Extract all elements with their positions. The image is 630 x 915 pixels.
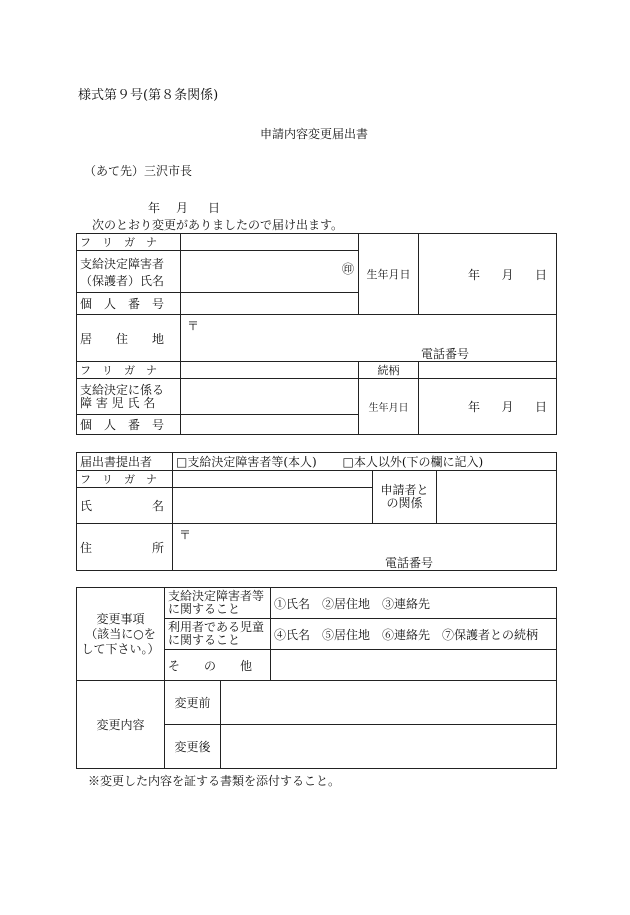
change-contents-label: 変更内容	[77, 681, 165, 769]
birth-date-label: 生年月日	[359, 234, 419, 315]
applicant-name-l2: （保護者）氏名	[80, 273, 165, 288]
option-self[interactable]: □支給決定障害者等(本人)	[176, 455, 317, 469]
child-name-l2: 障 害 児 氏 名	[80, 395, 156, 410]
relation-to-applicant-field[interactable]	[437, 471, 557, 524]
child-name-l1: 支給決定に係る	[80, 382, 165, 397]
relation-l1: 申請者と	[380, 483, 429, 497]
submitter-name-label: 氏 名	[77, 488, 173, 524]
category-child	[165, 619, 271, 650]
relation-to-applicant-label	[373, 471, 437, 524]
furigana-label: フ リ ガ ナ	[77, 234, 181, 251]
birth-day-label: 日	[534, 267, 547, 282]
applicant-name-field[interactable]	[181, 251, 359, 293]
birth-year-label-2: 年	[468, 400, 481, 414]
change-items-l3: して下さい。）	[81, 641, 160, 656]
submitter-furigana-field[interactable]	[173, 471, 373, 488]
submitter-address-label: 住 所	[77, 524, 173, 571]
after-label: 変更後	[165, 725, 221, 769]
child-name-field[interactable]	[181, 379, 359, 415]
form-title: 申請内容変更届出書	[260, 127, 369, 141]
category-applicant-l2: に関すること	[168, 602, 241, 616]
category-child-l2: に関すること	[168, 633, 241, 647]
furigana-field-2[interactable]	[181, 362, 359, 379]
furigana-label-2: フ リ ガ ナ	[77, 362, 181, 379]
submitter-furigana-label: フ リ ガ ナ	[77, 471, 173, 488]
submitter-name-field[interactable]	[173, 488, 373, 524]
after-field[interactable]	[221, 725, 557, 769]
change-table	[76, 587, 557, 769]
seal-mark: ㊞	[341, 262, 354, 276]
before-field[interactable]	[221, 681, 557, 725]
addressee: （あて先）三沢市長	[84, 164, 193, 178]
child-name-label	[77, 379, 181, 415]
change-items-label	[77, 588, 165, 681]
relation-l2: の関係	[386, 496, 423, 510]
footer-note: ※変更した内容を証する書類を添付すること。	[88, 774, 341, 788]
date-year-label: 年	[148, 201, 161, 215]
submitter-address-field[interactable]	[173, 524, 557, 571]
category-child-options[interactable]: ④氏名 ⑤居住地 ⑥連絡先 ⑦保護者との続柄	[271, 619, 557, 650]
phone-label: 電話番号	[421, 347, 470, 361]
personal-number-label-2: 個 人 番 号	[77, 415, 181, 435]
birth-year-label: 年	[468, 267, 481, 282]
applicant-name-label	[77, 251, 181, 293]
applicant-name-l1: 支給決定障害者	[80, 256, 165, 271]
residence-field[interactable]	[181, 315, 557, 362]
submitter-phone-label: 電話番号	[385, 556, 434, 570]
residence-label: 居 住 地	[77, 315, 181, 362]
change-items-l2: （該当に○を	[85, 626, 156, 641]
applicant-table	[76, 233, 557, 435]
submitter-table	[76, 452, 557, 571]
birth-date-label-2: 生年月日	[359, 379, 419, 435]
submitter-options	[173, 453, 557, 471]
relation-label: 続柄	[359, 362, 419, 379]
category-other-field[interactable]	[271, 650, 557, 681]
category-applicant-l1: 支給決定障害者等	[168, 589, 265, 603]
category-applicant-options[interactable]: ①氏名 ②居住地 ③連絡先	[271, 588, 557, 619]
birth-day-label-2: 日	[534, 400, 547, 414]
birth-date-field[interactable]	[419, 234, 557, 315]
form-number: 様式第９号(第８条関係)	[78, 88, 219, 103]
relation-field[interactable]	[419, 362, 557, 379]
personal-number-field-2[interactable]	[181, 415, 359, 435]
option-other[interactable]: □本人以外(下の欄に記入)	[342, 455, 484, 469]
before-label: 変更前	[165, 681, 221, 725]
category-applicant	[165, 588, 271, 619]
submitter-postal-mark: 〒	[179, 528, 192, 542]
category-other: そ の 他	[165, 650, 271, 681]
birth-date-field-2[interactable]	[419, 379, 557, 435]
intro-text: 次のとおり変更がありましたので届け出ます。	[92, 218, 344, 232]
birth-month-label: 月	[501, 267, 514, 282]
postal-mark: 〒	[187, 319, 200, 333]
personal-number-field[interactable]	[181, 293, 359, 315]
personal-number-label: 個 人 番 号	[77, 293, 181, 315]
date-month-label: 月	[176, 201, 189, 215]
furigana-field[interactable]	[181, 234, 359, 251]
category-child-l1: 利用者である児童	[168, 620, 265, 634]
change-items-l1: 変更事項	[96, 611, 145, 626]
birth-month-label-2: 月	[501, 400, 514, 414]
submitter-label: 届出書提出者	[77, 453, 173, 471]
date-day-label: 日	[208, 201, 221, 215]
